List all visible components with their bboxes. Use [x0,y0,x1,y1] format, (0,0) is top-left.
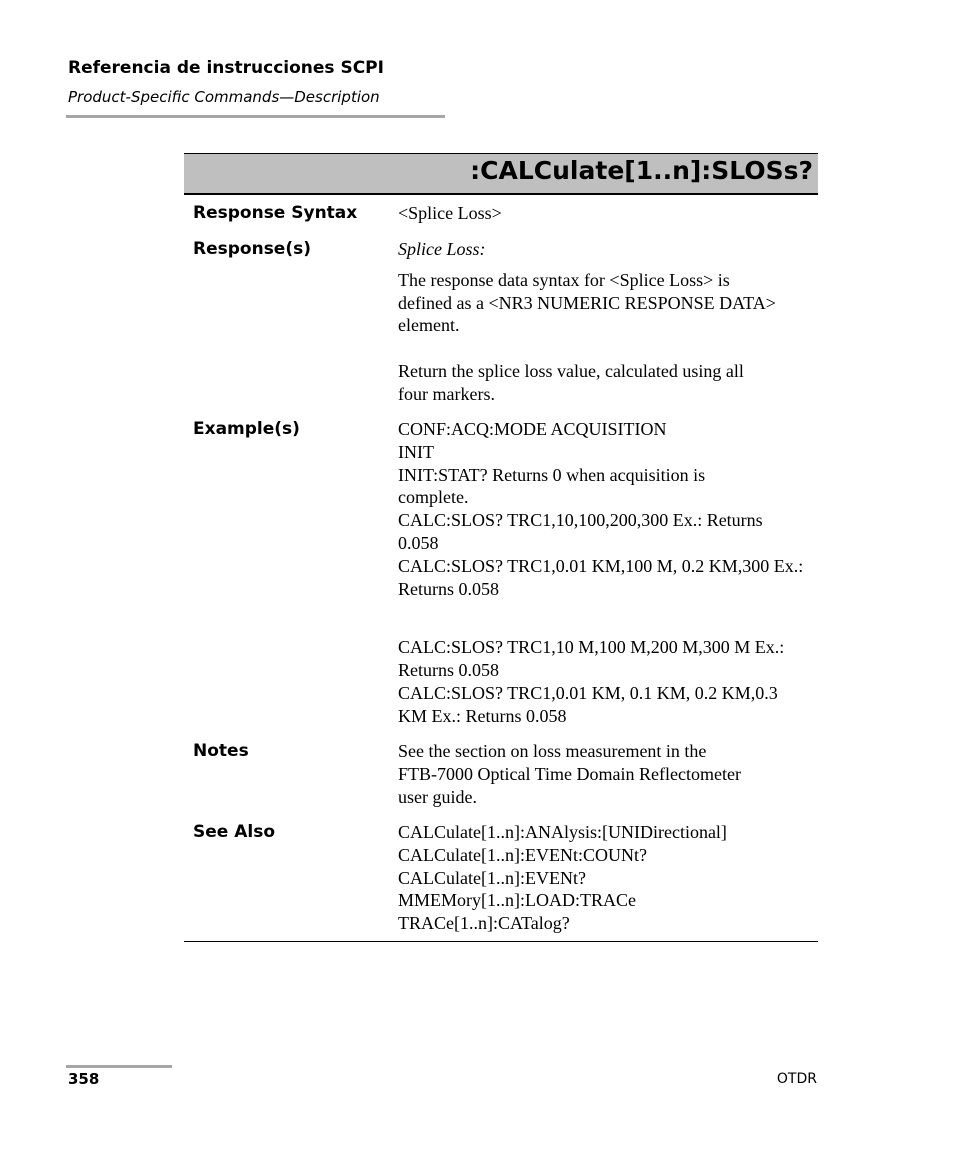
example-line: INIT [398,441,434,462]
examples-value [398,418,818,728]
example-line: KM Ex.: Returns 0.058 [398,705,567,726]
command-title-bar [184,153,818,195]
see-also-value [398,821,818,935]
example-line: Returns 0.058 [398,660,499,681]
see-also-line: CALCulate[1..n]:ANAlysis:[UNIDirectional] [398,822,727,842]
page-number: 358 [68,1070,100,1088]
response-syntax-value [398,202,818,225]
responses-desc-line: element. [398,315,460,336]
responses-desc-line: defined as a <NR3 NUMERIC RESPONSE DATA> [398,292,776,313]
responses-name: Splice Loss: [398,239,486,259]
examples-label: Example(s) [193,419,300,439]
example-line: CALC:SLOS? TRC1,0.01 KM, 0.1 KM, 0.2 KM,0.3 [398,682,778,703]
table-bottom-rule [184,941,818,942]
command-title: :CALCulate[1..n]:SLOSs? [470,156,813,185]
responses-return-line: Return the splice loss value, calculated using all [398,360,744,381]
notes-line: FTB-7000 Optical Time Domain Reflectometer [398,763,741,784]
see-also-line: TRACe[1..n]:CATalog? [398,913,570,934]
responses-value [398,238,818,406]
response-syntax-label: Response Syntax [193,203,358,223]
see-also-label: See Also [193,822,276,842]
example-line: CALC:SLOS? TRC1,10,100,200,300 Ex.: Returns [398,510,763,531]
notes-line: user guide. [398,786,477,807]
example-line: Returns 0.058 [398,578,499,599]
footer-divider [66,1065,172,1068]
example-line: CALC:SLOS? TRC1,0.01 KM,100 M, 0.2 KM,300 Ex.: [398,555,804,576]
example-line: INIT:STAT? Returns 0 when acquisition is [398,464,706,485]
notes-label: Notes [193,741,249,761]
notes-line: See the section on loss measurement in the [398,741,707,761]
notes-value [398,740,818,808]
footer-product-name: OTDR [776,1071,817,1087]
responses-return-line: four markers. [398,383,495,404]
see-also-line: CALCulate[1..n]:EVENt:COUNt? [398,844,647,865]
header-divider [66,115,445,118]
running-header-title: Referencia de instrucciones SCPI [68,58,384,78]
example-line: CALC:SLOS? TRC1,10 M,100 M,200 M,300 M Ex.: [398,637,785,658]
responses-desc-line: The response data syntax for <Splice Loss> is [398,269,730,290]
responses-label: Response(s) [193,239,311,259]
response-syntax-text: <Splice Loss> [398,203,502,223]
see-also-line: MMEMory[1..n]:LOAD:TRACe [398,890,636,911]
running-header-subtitle: Product-Specific Commands—Description [68,88,380,106]
see-also-line: CALCulate[1..n]:EVENt? [398,867,586,888]
example-line: complete. [398,487,469,508]
example-line: CONF:ACQ:MODE ACQUISITION [398,419,667,439]
example-line: 0.058 [398,532,439,553]
